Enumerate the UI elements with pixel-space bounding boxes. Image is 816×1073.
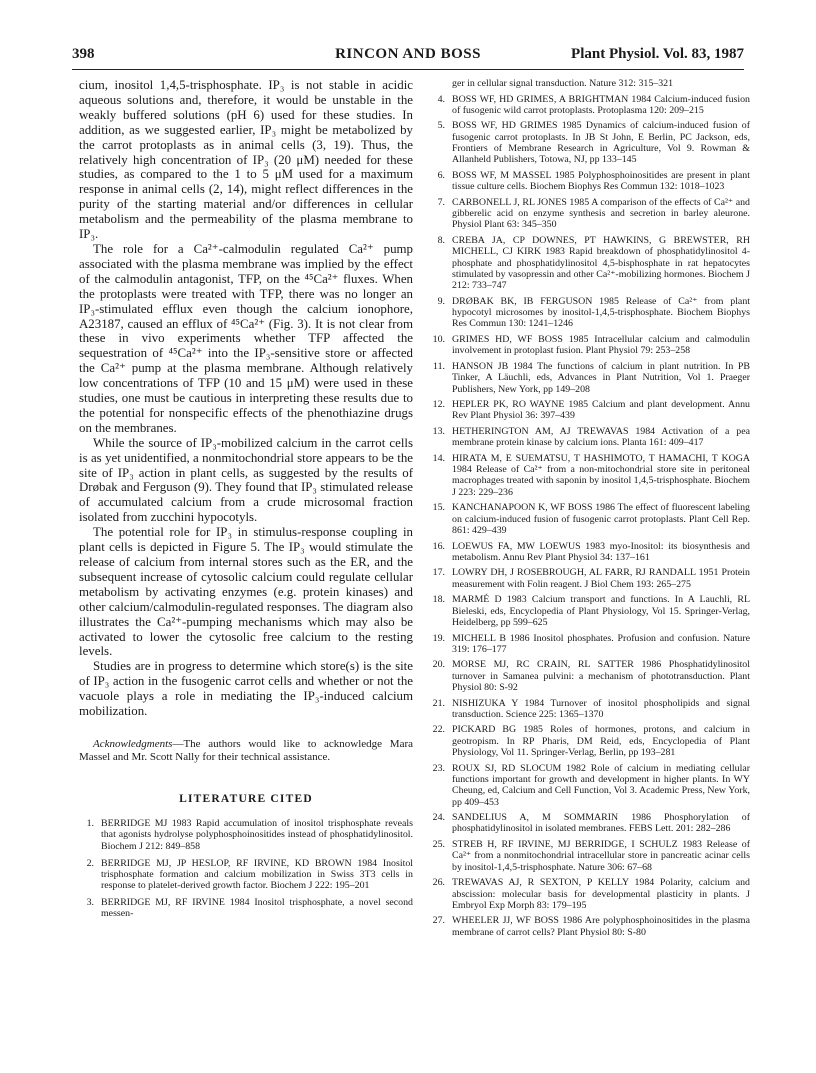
reference-number: 19.	[432, 632, 445, 644]
right-column	[430, 78, 750, 942]
reference-number: 18.	[432, 594, 445, 606]
reference-item	[430, 567, 750, 590]
reference-text: CREBA JA, CP DOWNES, PT HAWKINS, G BREWSTER, RH MICHELL, CJ KIRK 1983 Rapid breakdown of phosphatidylinositol 4-phosphate and phosphatidylinositol 4,5-bisphosphate in rat hepatocytes stimulated by vasopressin and other Ca²⁺-mobilizing hormones. Biochem J 212: 733–747	[452, 235, 750, 292]
reference-item	[430, 915, 750, 938]
reference-number: 10.	[432, 334, 445, 346]
reference-item	[430, 659, 750, 693]
body-paragraph: The potential role for IP₃ in stimulus-response coupling in plant cells is depicted in Figure 5. The IP₃ would stimulate the release of calcium from internal stores such as the ER, and the subsequent increase of cytosolic calcium could regulate cellular metabolism by activating enzymes (e.g. protein kinases) and other calcium/calmodulin-regulated responses. The diagram also illustrates the Ca²⁺-pumping mechanisms which may also be activated to lower the cytosolic free calcium to the resting levels.	[79, 525, 413, 659]
reference-item	[430, 334, 750, 357]
reference-item	[430, 541, 750, 564]
body-paragraph: While the source of IP₃-mobilized calcium in the carrot cells is as yet unidentified, a nonmitochondrial store appears to be the site of IP₃ action in plant cells, as suggested by the results of Drøbak and Ferguson (9). They found that IP₃ stimulated release of accumulated calcium from a crude microsomal fraction isolated from zucchini hypocotyls.	[79, 435, 413, 525]
reference-item	[430, 812, 750, 835]
reference-text: MORSE MJ, RC CRAIN, RL SATTER 1986 Phosphatidylinositol turnover in Samanea pulvini: a mechanism of phototransduction. Plant Physiol 80: S-92	[452, 659, 750, 693]
reference-text: LOWRY DH, J ROSEBROUGH, AL FARR, RJ RANDALL 1951 Protein measurement with Folin reagent. J Biol Chem 193: 265–275	[452, 567, 750, 590]
acknowledgments	[79, 738, 413, 763]
reference-number: 15.	[432, 502, 445, 514]
reference-item	[430, 698, 750, 721]
reference-item	[430, 120, 750, 165]
reference-number: 23.	[432, 762, 445, 774]
reference-number: 5.	[437, 120, 445, 132]
reference-text: BOSS WF, HD GRIMES, A BRIGHTMAN 1984 Calcium-induced fusion of fusogenic wild carrot protoplasts. Protoplasma 120: 209–215	[452, 93, 750, 116]
reference-text: BERRIDGE MJ, RF IRVINE 1984 Inositol trisphosphate, a novel second messen-	[101, 896, 413, 920]
running-header	[72, 46, 744, 68]
reference-item	[430, 453, 750, 498]
reference-number: 9.	[437, 295, 445, 307]
reference-item	[430, 594, 750, 628]
reference-text: HEPLER PK, RO WAYNE 1985 Calcium and plant development. Annu Rev Plant Physiol 36: 397–439	[452, 399, 750, 422]
reference-item	[430, 235, 750, 291]
reference-number: 17.	[432, 567, 445, 579]
reference-text: BOSS WF, HD GRIMES 1985 Dynamics of calcium-induced fusion of fusogenic carrot protoplasts. In JB St John, E Berlin, PC Jackson, eds, Frontiers of Membrane Research in Agriculture, Vol 9. Rowman & Allanheld Publishers, Totowa, NJ, pp 133–145	[452, 120, 750, 166]
reference-text: MARMÉ D 1983 Calcium transport and functions. In A Lauchli, RL Bieleski, eds, Encyclopedia of Plant Physiology, Vol 15. Springer-Verlag, Heidelberg, pp 599–625	[452, 594, 750, 628]
header-rule	[72, 69, 744, 70]
reference-number: 1.	[86, 818, 94, 830]
reference-number: 7.	[437, 196, 445, 208]
reference-number: 24.	[432, 812, 445, 824]
body-paragraph: Studies are in progress to determine which store(s) is the site of IP₃ action in the fusogenic carrot cells and whether or not the vacuole plays a role in mediating the IP₃-induced calcium mobilization.	[79, 659, 413, 719]
reference-text: KANCHANAPOON K, WF BOSS 1986 The effect of fluorescent labeling on calcium-induced fusion of fusogenic carrot protoplasts. Plant Cell Rep. 861: 429–439	[452, 502, 750, 536]
reference-number: 3.	[86, 896, 94, 908]
reference-number: 11.	[433, 360, 445, 372]
body-paragraph: The role for a Ca²⁺-calmodulin regulated Ca²⁺ pump associated with the plasma membrane was implied by the effect of the calmodulin antagonist, TFP, on the ⁴⁵Ca²⁺ fluxes. When the protoplasts were treated with TFP, there was no longer an IP₃-stimulated efflux even though the calcium ionophore, A23187, caused an efflux of ⁴⁵Ca²⁺ (Fig. 3). It is not clear from these in vivo experiments whether TFP affected the sequestration of ⁴⁵Ca²⁺ into the IP₃-sensitive store or affected the Ca²⁺ pump at the plasma membrane. Although relatively low concentrations of TFP (10 and 15 μM) were used in these studies, one must be cautious in interpreting these results due to the potential for nonspecific effects of the phenothiazine drugs on the membranes.	[79, 241, 413, 435]
reference-text: HETHERINGTON AM, AJ TREWAVAS 1984 Activation of a pea membrane protein kinase by calcium ions. Planta 161: 409–417	[452, 425, 750, 449]
reference-number: 6.	[437, 169, 445, 181]
reference-item	[430, 399, 750, 422]
reference-text: HIRATA M, E SUEMATSU, T HASHIMOTO, T HAMACHI, T KOGA 1984 Release of Ca²⁺ from a non-mitochondrial store site in peritoneal macrophages treated with saponin by inositol 1,4,5-trisphosphate. Biochem J 223: 229–236	[452, 452, 750, 498]
reference-text: ROUX SJ, RD SLOCUM 1982 Role of calcium in mediating cellular functions important for growth and development in higher plants. In WY Cheung, ed, Calcium and Cell Function, Vol 3. Academic Press, New York, pp 409–453	[452, 762, 750, 808]
reference-list-left	[79, 818, 413, 919]
reference-number: 14.	[432, 452, 445, 464]
reference-text: ger in cellular signal transduction. Nature 312: 315–321	[452, 78, 674, 89]
reference-number: 20.	[432, 659, 445, 671]
reference-item	[430, 426, 750, 449]
reference-number: 25.	[432, 839, 445, 851]
reference-text: DRØBAK BK, IB FERGUSON 1985 Release of Ca²⁺ from plant hypocotyl microsomes by inositol-1,4,5-trisphosphate. Biochem Biophys Res Commun 130: 1241–1246	[452, 295, 750, 330]
reference-item	[79, 818, 413, 852]
reference-text: BOSS WF, M MASSEL 1985 Polyphosphoinositides are present in plant tissue culture cells. Biochem Biophys Res Commun 132: 1018–1023	[452, 169, 750, 193]
reference-number: 21.	[432, 697, 445, 709]
reference-item	[430, 197, 750, 231]
journal-citation: Plant Physiol. Vol. 83, 1987	[571, 46, 744, 62]
reference-item	[430, 839, 750, 873]
reference-item	[430, 296, 750, 330]
reference-item	[430, 633, 750, 656]
reference-item	[430, 361, 750, 395]
reference-number: 4.	[437, 93, 445, 105]
reference-text: HANSON JB 1984 The functions of calcium in plant nutrition. In PB Tinker, A Läuchli, eds, Advances in Plant Nutrition, Vol 1. Praeger Publishers, New York, pp 149–208	[452, 360, 750, 395]
reference-number: 27.	[432, 915, 445, 927]
reference-number: 22.	[432, 724, 445, 736]
reference-item	[430, 724, 750, 758]
literature-cited-heading: LITERATURE CITED	[179, 793, 313, 806]
reference-text: CARBONELL J, RL JONES 1985 A comparison of the effects of Ca²⁺ and gibberelic acid on enzyme synthesis and secretion in barley aleurone. Physiol Plant 63: 345–350	[452, 196, 750, 231]
body-paragraph: cium, inositol 1,4,5-trisphosphate. IP₃ is not stable in acidic aqueous solutions and, therefore, it would be unstable in the weakly buffered solutions (pH 6) used for these studies. In addition, as we suggested earlier, IP₃ might be metabolized by the carrot protoplasts as in animal cells (3, 19). Thus, the relatively high concentration of IP₃ (20 μM) needed for these studies, as compared to the 1 to 5 μM used for a maximum response in animal cells (2, 14), might reflect differences in the purity of the starting material and/or differences in cellular metabolism and the permeability of the plasma membrane to IP₃.	[79, 78, 413, 242]
reference-number: 26.	[432, 877, 445, 889]
reference-text: WHEELER JJ, WF BOSS 1986 Are polyphosphoinositides in the plasma membrane of carrot cells? Plant Physiol 80: S-80	[452, 915, 750, 938]
reference-number: 16.	[432, 540, 445, 552]
reference-text: STREB H, RF IRVINE, MJ BERRIDGE, I SCHULZ 1983 Release of Ca²⁺ from a nonmitochondrial intracellular store in pancreatic acinar cells by inositol-1,4,5-trisphosphate. Nature 306: 67–68	[452, 839, 750, 873]
reference-text: LOEWUS FA, MW LOEWUS 1983 myo-Inositol: its biosynthesis and metabolism. Annu Rev Plant Physiol 34: 137–161	[452, 540, 750, 563]
reference-item	[430, 502, 750, 536]
acknowledgments-text: —The authors would like to acknowledge Mara Massel and Mr. Scott Nally for their technical assistance.	[79, 737, 413, 763]
reference-text: GRIMES HD, WF BOSS 1985 Intracellular calcium and calmodulin involvement in protoplast fusion. Plant Physiol 79: 253–258	[452, 334, 750, 357]
reference-item	[79, 858, 413, 892]
reference-list-right	[430, 94, 750, 938]
reference-item	[430, 763, 750, 808]
reference-item	[430, 170, 750, 193]
reference-item	[430, 877, 750, 911]
acknowledgments-label: Acknowledgments	[93, 737, 173, 750]
reference-text: SANDELIUS A, M SOMMARIN 1986 Phosphorylation of phosphatidylinositol in isolated membranes. FEBS Lett. 201: 282–286	[452, 812, 750, 835]
reference-text: BERRIDGE MJ 1983 Rapid accumulation of inositol trisphosphate reveals that agonists hydrolyse polyphosphoinositides instead of phosphatidylinositol. Biochem J 212: 849–858	[101, 818, 413, 852]
reference-text: BERRIDGE MJ, JP HESLOP, RF IRVINE, KD BROWN 1984 Inositol trisphosphate formation and calcium mobilization in Swiss 3T3 cells in response to platelet-derived growth factor. Biochem J 222: 195–201	[101, 857, 413, 892]
reference-continuation	[430, 78, 750, 89]
reference-number: 2.	[86, 857, 94, 869]
reference-text: NISHIZUKA Y 1984 Turnover of inositol phospholipids and signal transduction. Science 225: 1365–1370	[452, 697, 750, 720]
reference-text: TREWAVAS AJ, R SEXTON, P KELLY 1984 Polarity, calcium and abscission: molecular basis for developmental plasticity in plants. J Embryol Exp Morph 83: 179–195	[452, 877, 750, 911]
reference-number: 13.	[432, 425, 445, 437]
reference-item	[430, 94, 750, 117]
running-title: RINCON AND BOSS	[335, 46, 481, 62]
page-number: 398	[72, 46, 95, 62]
left-column	[79, 78, 413, 925]
reference-text: PICKARD BG 1985 Roles of hormones, protons, and calcium in geotropism. In RP Pharis, DM Reid, eds, Encyclopedia of Plant Physiology, Vol 11. Springer-Verlag, Berlin, pp 193–281	[452, 724, 750, 759]
reference-text: MICHELL B 1986 Inositol phosphates. Profusion and confusion. Nature 319: 176–177	[452, 632, 750, 655]
reference-item	[79, 897, 413, 920]
reference-number: 8.	[437, 235, 445, 247]
reference-number: 12.	[432, 399, 445, 411]
